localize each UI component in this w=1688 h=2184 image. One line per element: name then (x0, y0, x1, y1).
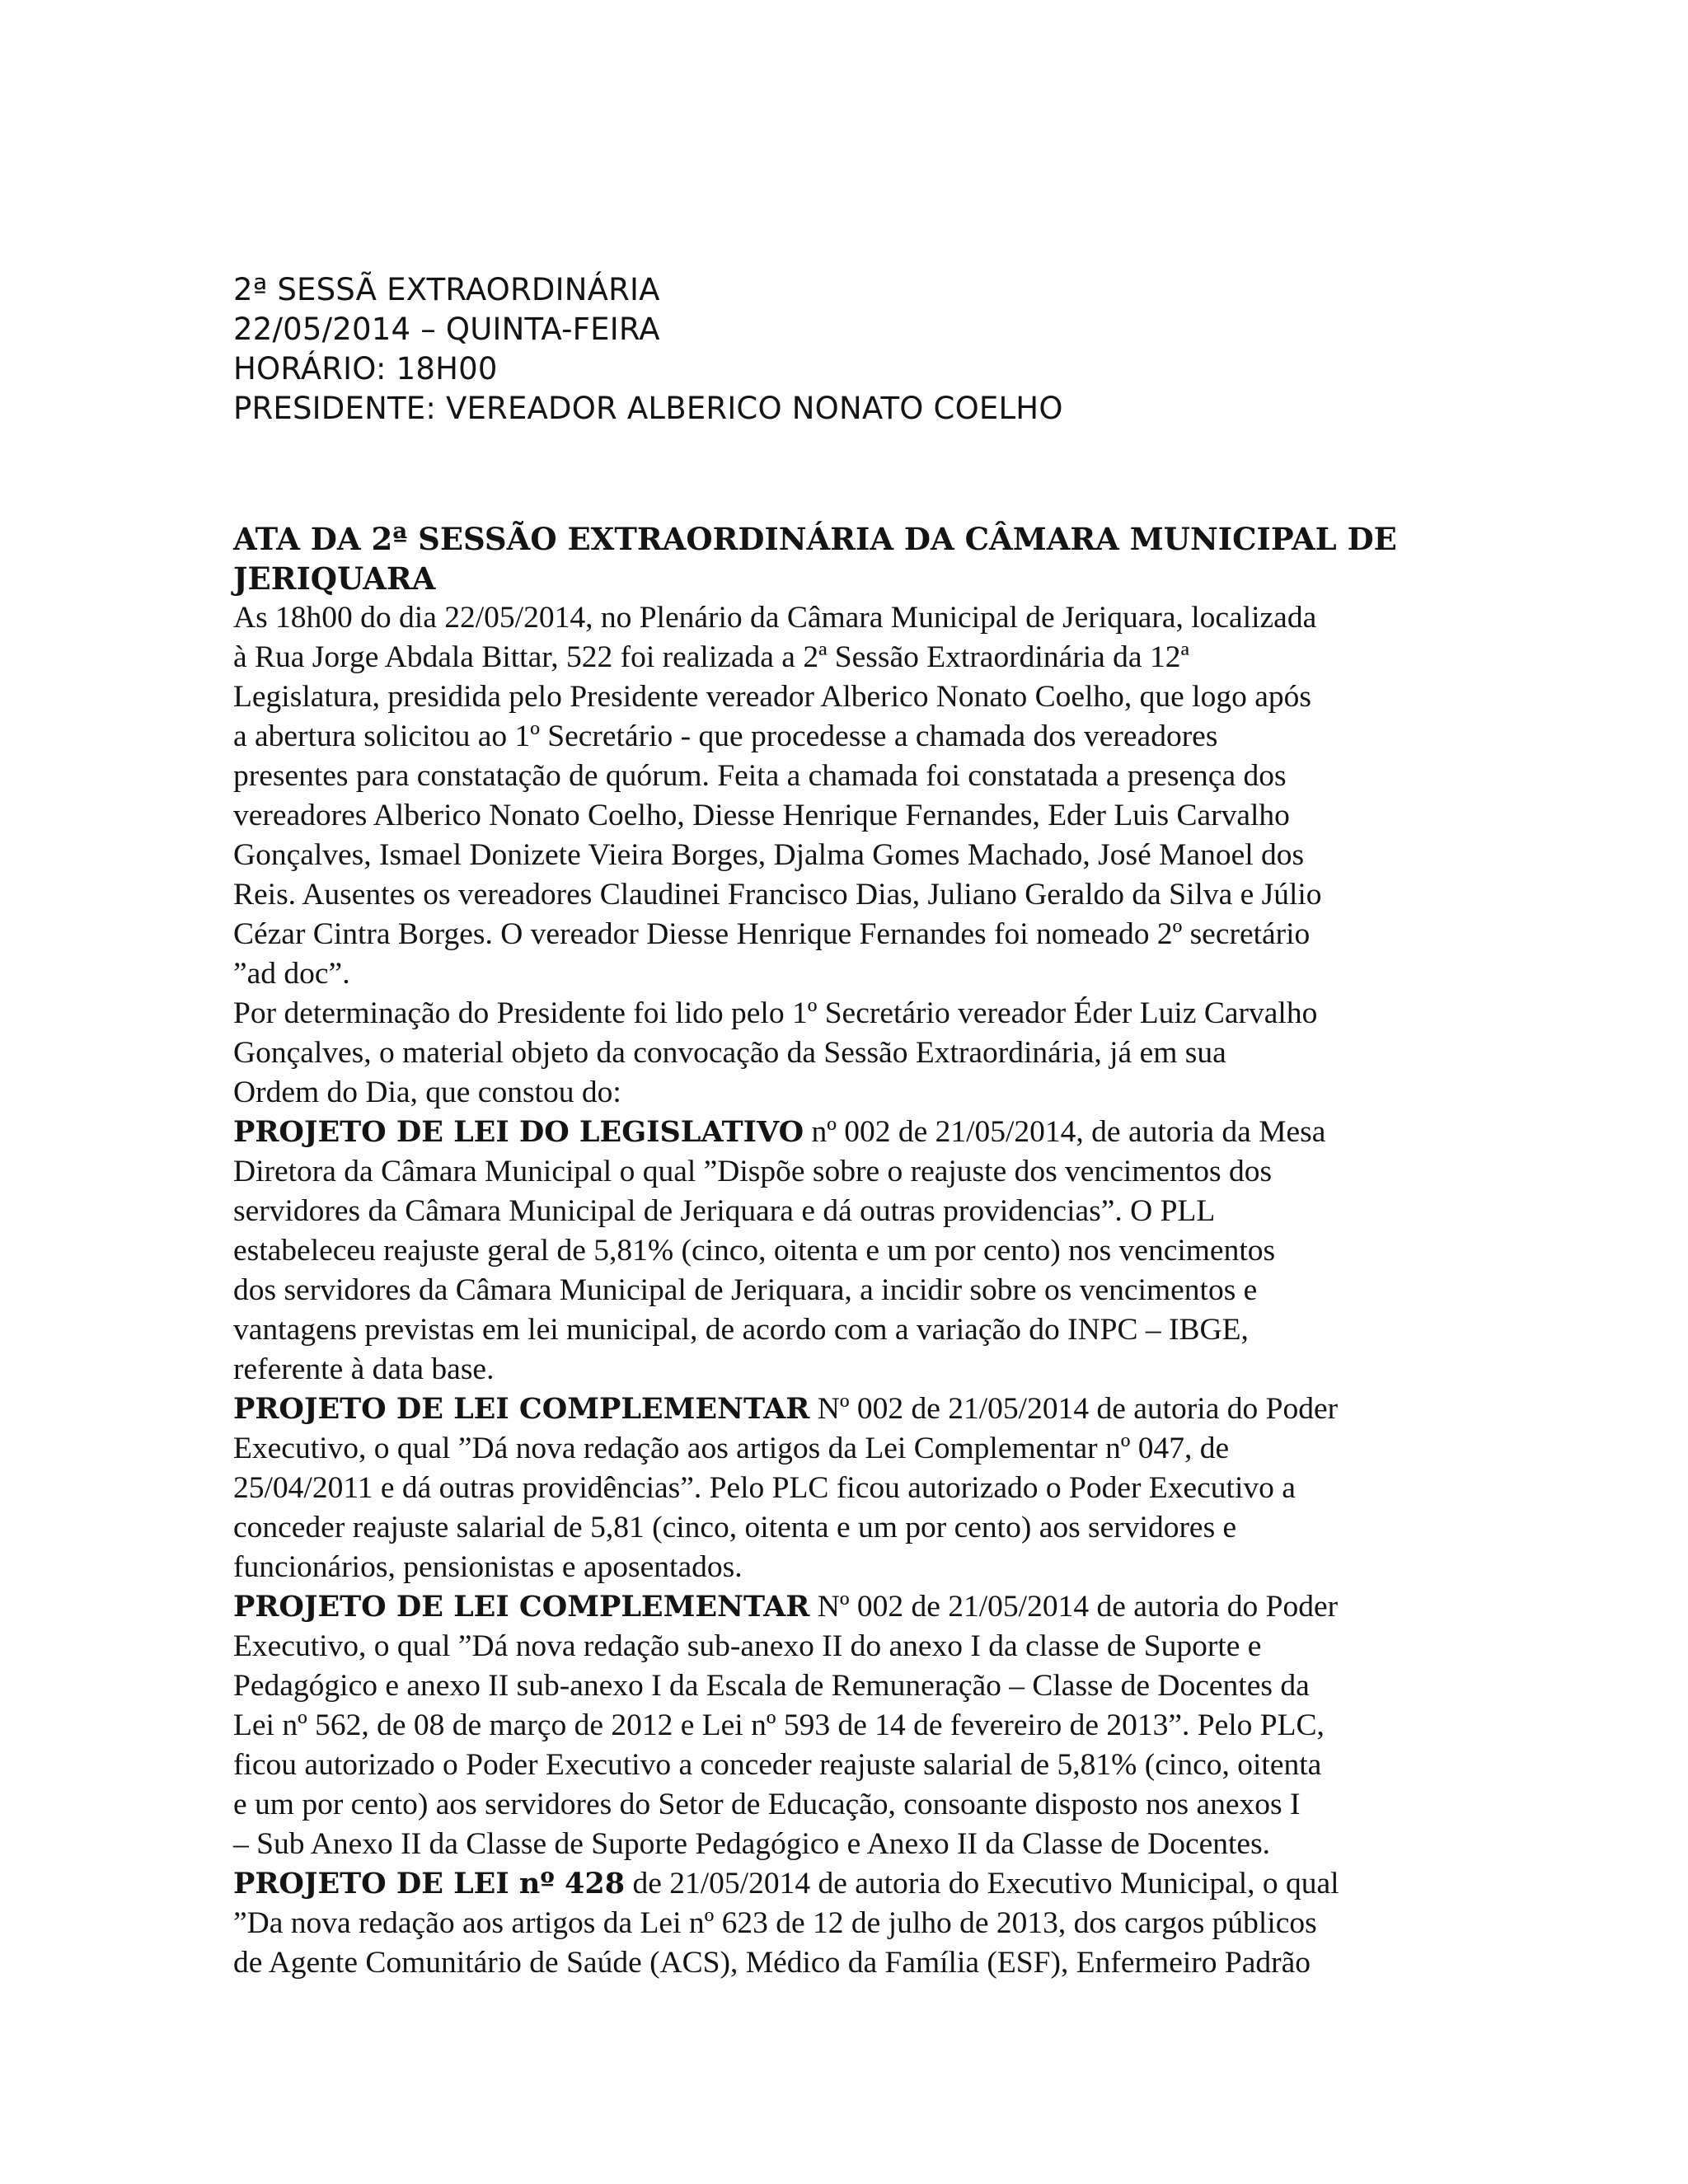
paragraph-plc-2 (233, 1587, 1453, 1864)
text-line: à Rua Jorge Abdala Bittar, 522 foi realizada a 2ª Sessão Extraordinária da 12ª (233, 640, 1189, 674)
text-line (233, 1864, 1453, 1904)
text-line: ”Da nova redação aos artigos da Lei nº 623 de 12 de julho de 2013, dos cargos públicos (233, 1906, 1317, 1940)
text-line (233, 1113, 1453, 1152)
ata-title (233, 519, 1453, 598)
text-line: dos servidores da Câmara Municipal de Jeriquara, a incidir sobre os vencimentos e (233, 1273, 1258, 1307)
text-line: conceder reajuste salarial de 5,81 (cinco, oitenta e um por cento) aos servidores e (233, 1511, 1237, 1544)
text-line: presentes para constatação de quórum. Feita a chamada foi constatada a presença dos (233, 759, 1287, 793)
text-line: 25/04/2011 e dá outras providências”. Pelo PLC ficou autorizado o Poder Executivo a (233, 1471, 1296, 1505)
text-line: de Agente Comunitário de Saúde (ACS), Médico da Família (ESF), Enfermeiro Padrão (233, 1946, 1311, 1980)
paragraph-determination (233, 994, 1453, 1113)
text-line: Gonçalves, Ismael Donizete Vieira Borges, Djalma Gomes Machado, José Manoel dos (233, 838, 1305, 872)
text-line: Legislatura, presidida pelo Presidente vereador Alberico Nonato Coelho, que logo após (233, 680, 1311, 714)
text-line: vereadores Alberico Nonato Coelho, Diesse Henrique Fernandes, Eder Luis Carvalho (233, 799, 1290, 832)
spacer (233, 429, 1461, 519)
bill-heading: PROJETO DE LEI COMPLEMENTAR (233, 1392, 810, 1426)
text-run: de 21/05/2014 de autoria do Executivo Municipal, o qual (625, 1867, 1339, 1900)
text-line: Ordem do Dia, que constou do: (233, 1076, 621, 1109)
text-run: nº 002 de 21/05/2014, de autoria da Mesa (804, 1115, 1326, 1149)
text-line: vantagens previstas em lei municipal, de acordo com a variação do INPC – IBGE, (233, 1313, 1249, 1347)
text-line: Executivo, o qual ”Dá nova redação aos artigos da Lei Complementar nº 047, de (233, 1432, 1230, 1465)
text-line (233, 1587, 1453, 1627)
paragraph-opening (233, 598, 1453, 994)
session-date: 22/05/2014 – QUINTA-FEIRA (233, 312, 660, 347)
bill-heading: PROJETO DE LEI nº 428 (233, 1867, 626, 1900)
text-line: referente à data base. (233, 1352, 495, 1386)
text-line: – Sub Anexo II da Classe de Suporte Pedagógico e Anexo II da Classe de Docentes. (233, 1827, 1271, 1861)
text-line: estabeleceu reajuste geral de 5,81% (cinco, oitenta e um por cento) nos vencimentos (233, 1234, 1276, 1268)
text-line: e um por cento) aos servidores do Setor de Educação, consoante disposto nos anexos I (233, 1788, 1301, 1821)
paragraph-plc-1 (233, 1390, 1453, 1587)
text-line: Reis. Ausentes os vereadores Claudinei Francisco Dias, Juliano Geraldo da Silva e Júlio (233, 878, 1322, 912)
text-line: a abertura solicitou ao 1º Secretário - que procedesse a chamada dos vereadores (233, 719, 1218, 753)
ata-title-line: ATA DA 2ª SESSÃO EXTRAORDINÁRIA DA CÂMARA MUNICIPAL DE (233, 521, 1397, 557)
text-line: Pedagógico e anexo II sub-anexo I da Escala de Remuneração – Classe de Docentes da (233, 1669, 1310, 1703)
text-line: Gonçalves, o material objeto da convocação da Sessão Extraordinária, já em sua (233, 1036, 1226, 1070)
session-time: HORÁRIO: 18H00 (233, 351, 498, 387)
text-run: Nº 002 de 21/05/2014 de autoria do Poder (809, 1590, 1339, 1624)
text-line: Executivo, o qual ”Dá nova redação sub-anexo II do anexo I da classe de Suporte e (233, 1629, 1262, 1663)
text-line: As 18h00 do dia 22/05/2014, no Plenário da Câmara Municipal de Jeriquara, localizada (233, 601, 1317, 635)
text-line: ficou autorizado o Poder Executivo a conceder reajuste salarial de 5,81% (cinco, oitenta (233, 1748, 1322, 1782)
text-line (233, 1390, 1453, 1429)
ata-body (233, 598, 1453, 1983)
text-line: Cézar Cintra Borges. O vereador Diesse Henrique Fernandes foi nomeado 2º secretário (233, 917, 1311, 951)
session-title: 2ª SESSÃ EXTRAORDINÁRIA (233, 272, 660, 307)
text-line: servidores da Câmara Municipal de Jeriquara e dá outras providencias”. O PLL (233, 1194, 1216, 1228)
session-header (233, 270, 1461, 429)
ata-title-line: JERIQUARA (233, 560, 436, 597)
text-line: ”ad doc”. (233, 957, 350, 991)
bill-heading: PROJETO DE LEI COMPLEMENTAR (233, 1590, 810, 1624)
document-page (233, 270, 1461, 1983)
paragraph-pl-428 (233, 1864, 1453, 1983)
text-line: Diretora da Câmara Municipal o qual ”Dispõe sobre o reajuste dos vencimentos dos (233, 1155, 1273, 1188)
session-president: PRESIDENTE: VEREADOR ALBERICO NONATO COELHO (233, 391, 1063, 426)
paragraph-pll-legislativo (233, 1113, 1453, 1390)
text-line: funcionários, pensionistas e aposentados. (233, 1550, 743, 1584)
text-run: Nº 002 de 21/05/2014 de autoria do Poder (809, 1392, 1339, 1426)
text-line: Por determinação do Presidente foi lido pelo 1º Secretário vereador Éder Luiz Carvalho (233, 996, 1318, 1030)
text-line: Lei nº 562, de 08 de março de 2012 e Lei nº 593 de 14 de fevereiro de 2013”. Pelo PLC, (233, 1708, 1325, 1742)
bill-heading: PROJETO DE LEI DO LEGISLATIVO (233, 1115, 804, 1149)
